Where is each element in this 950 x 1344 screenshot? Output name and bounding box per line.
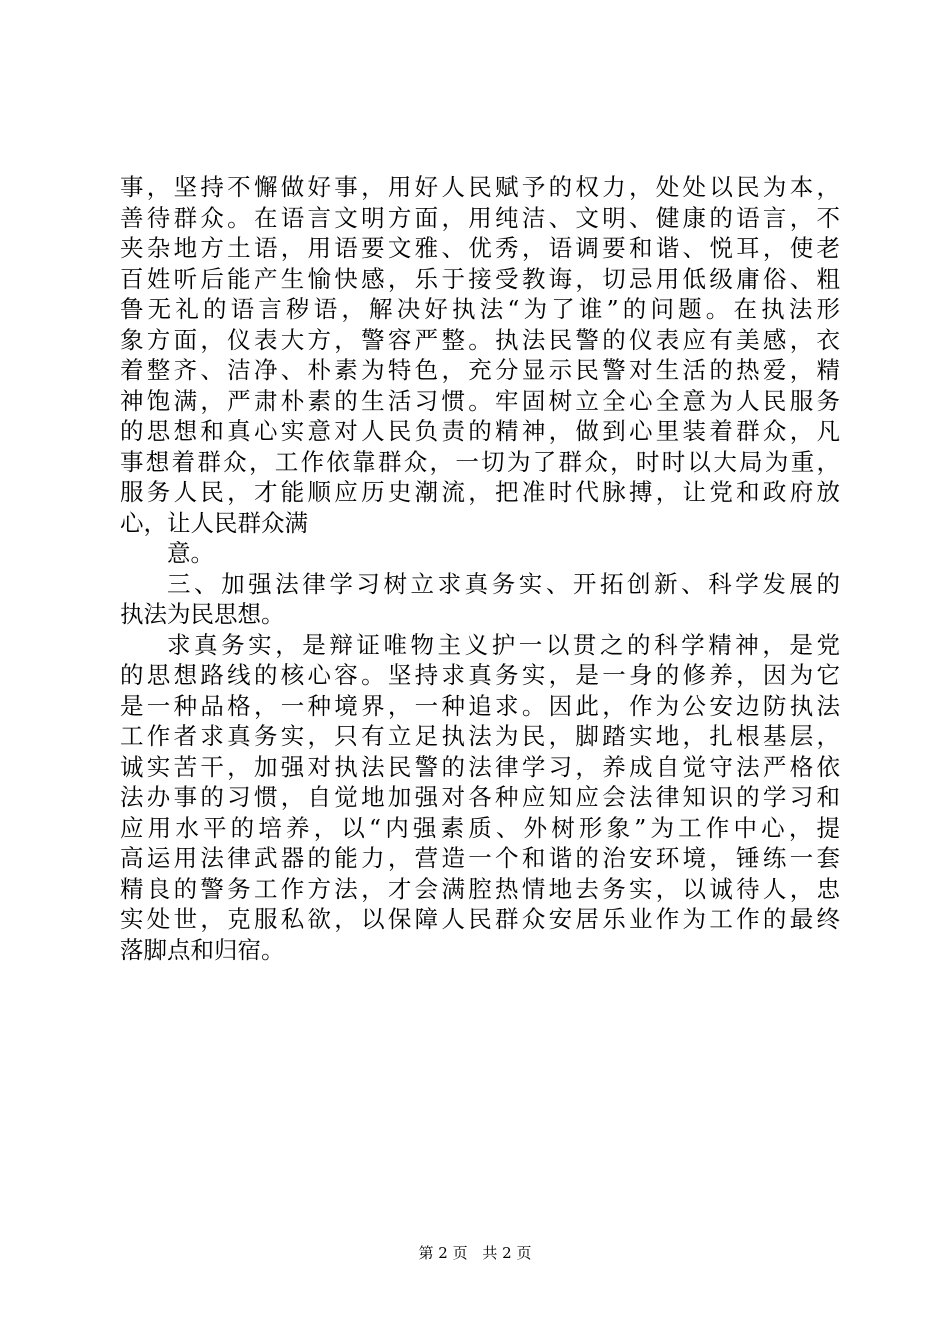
page-total: 共 2 页 [482, 1244, 532, 1262]
text-line: 百姓听后能产生愉快感，乐于接受教诲，切忌用低级庸俗、粗 [120, 264, 840, 293]
text-line: 精良的警务工作方法，才会满腔热情地去务实，以诚待人，忠 [120, 874, 840, 903]
text-line: 象方面，仪表大方，警容严整。执法民警的仪表应有美感，衣 [120, 325, 840, 354]
text-line: 落脚点和归宿。 [120, 935, 285, 964]
text-line: 事，坚持不懈做好事，用好人民赋予的权力，处处以民为本， [120, 173, 840, 201]
document-body [120, 172, 840, 965]
text-line: 工作者求真务实，只有立足执法为民，脚踏实地，扎根基层， [120, 722, 840, 750]
page-number: 第 2 页 [418, 1244, 468, 1262]
text-line: 是一种品格，一种境界，一种追求。因此，作为公安边防执法 [120, 691, 840, 720]
page-footer [0, 1243, 950, 1263]
text-line: 法办事的习惯，自觉地加强对各种应知应会法律知识的学习和 [120, 783, 840, 811]
text-line: 的思想和真心实意对人民负责的精神，做到心里装着群众，凡 [120, 417, 840, 445]
text-line: 执法为民思想。 [120, 600, 285, 628]
text-line: 服务人民，才能顺应历史潮流，把准时代脉搏，让党和政府放 [120, 478, 840, 506]
text-line: 的思想路线的核心容。坚持求真务实，是一身的修养，因为它 [120, 661, 840, 689]
text-line: 鲁无礼的语言秽语，解决好执法“为了谁”的问题。在执法形 [120, 295, 840, 323]
text-line: 善待群众。在语言文明方面，用纯洁、文明、健康的语言，不 [120, 203, 840, 232]
text-line: 夹杂地方土语，用语要文雅、优秀，语调要和谐、悦耳，使老 [120, 234, 840, 262]
text-line: 实处世，克服私欲，以保障人民群众安居乐业作为工作的最终 [120, 905, 840, 933]
text-line: 应用水平的培养，以“内强素质、外树形象”为工作中心，提 [120, 813, 840, 842]
text-line: 诚实苦干，加强对执法民警的法律学习，养成自觉守法严格依 [120, 752, 840, 781]
text-line: 神饱满，严肃朴素的生活习惯。牢固树立全心全意为人民服务 [120, 386, 840, 415]
text-line: 意。 [167, 539, 214, 567]
text-line: 三、加强法律学习树立求真务实、开拓创新、科学发展的 [167, 569, 840, 598]
text-line: 高运用法律武器的能力，营造一个和谐的治安环境，锤练一套 [120, 844, 840, 872]
text-line: 着整齐、洁净、朴素为特色，充分显示民警对生活的热爱，精 [120, 356, 840, 384]
text-line: 心，让人民群众满 [120, 508, 308, 537]
text-line: 求真务实，是辩证唯物主义护一以贯之的科学精神，是党 [167, 630, 840, 659]
text-line: 事想着群众，工作依靠群众，一切为了群众，时时以大局为重， [120, 447, 840, 476]
